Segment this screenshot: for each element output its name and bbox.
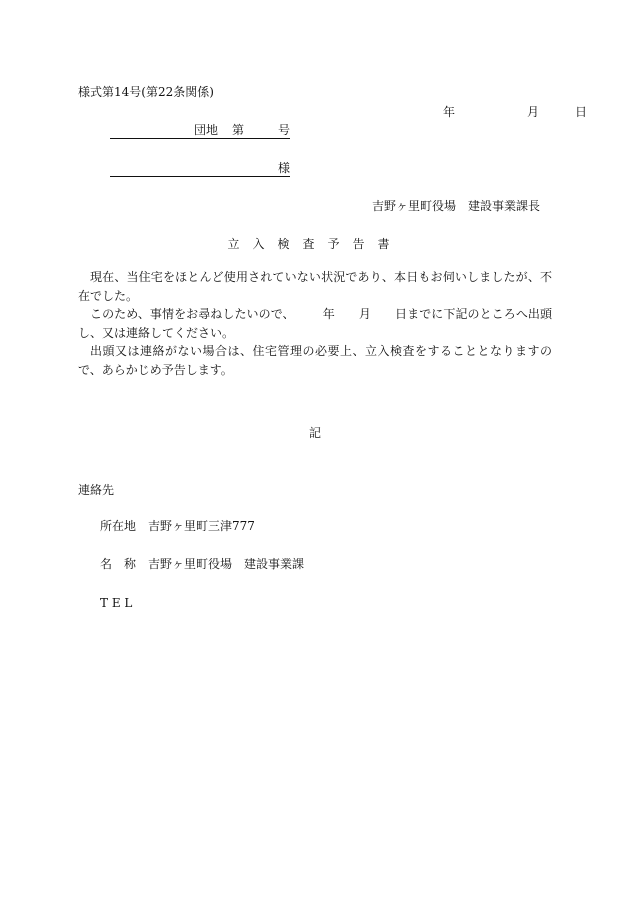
- date-year: 年: [443, 105, 456, 119]
- sender-office: 吉野ヶ里町役場: [372, 199, 457, 213]
- contact-tel-row: [100, 595, 148, 611]
- para2-year: 年: [322, 307, 335, 321]
- contact-address-label: 所在地: [100, 519, 137, 533]
- contact-name-label: 名 称: [100, 557, 137, 571]
- para2-month: 月: [358, 307, 371, 321]
- notice-body: [78, 268, 552, 379]
- contact-heading: 連絡先: [78, 483, 115, 497]
- para2-post: 日までに下記のところへ出頭し、又は連絡してください。: [78, 307, 552, 340]
- addressee-sama: 様: [277, 161, 290, 175]
- contact-name-row: [100, 556, 304, 572]
- ki-heading: 記: [308, 426, 321, 440]
- date-day: 日: [575, 105, 588, 119]
- date-month: 月: [527, 105, 540, 119]
- date-line: [443, 104, 587, 120]
- body-paragraph-3: 出頭又は連絡がない場合は、住宅管理の必要上、立入検査をすることとなりますので、あらかじめ予告します。: [78, 344, 552, 377]
- contact-address-row: [100, 518, 255, 534]
- form-number: 様式第14号(第22条関係): [78, 85, 214, 99]
- addressee-line: [110, 160, 290, 177]
- housing-dai: 第: [232, 123, 245, 137]
- housing-gou: 号: [278, 123, 291, 137]
- document-title: 立入検査予告書: [227, 237, 403, 251]
- sender-title: 建設事業課長: [468, 199, 541, 213]
- contact-address-value: 吉野ヶ里町三津777: [148, 519, 255, 533]
- body-paragraph-2: [78, 305, 552, 342]
- housing-danchi: 団地: [194, 123, 219, 137]
- housing-number-line: [110, 122, 290, 139]
- body-paragraph-1: 現在、当住宅をほとんど使用されていない状況であり、本日もお伺いしましたが、不在でした。: [78, 270, 552, 303]
- contact-tel-label: T E L: [100, 596, 133, 610]
- para2-pre: このため、事情をお尋ねしたいので、: [90, 307, 295, 321]
- sender: [372, 198, 540, 214]
- contact-name-value: 吉野ヶ里町役場 建設事業課: [148, 557, 305, 571]
